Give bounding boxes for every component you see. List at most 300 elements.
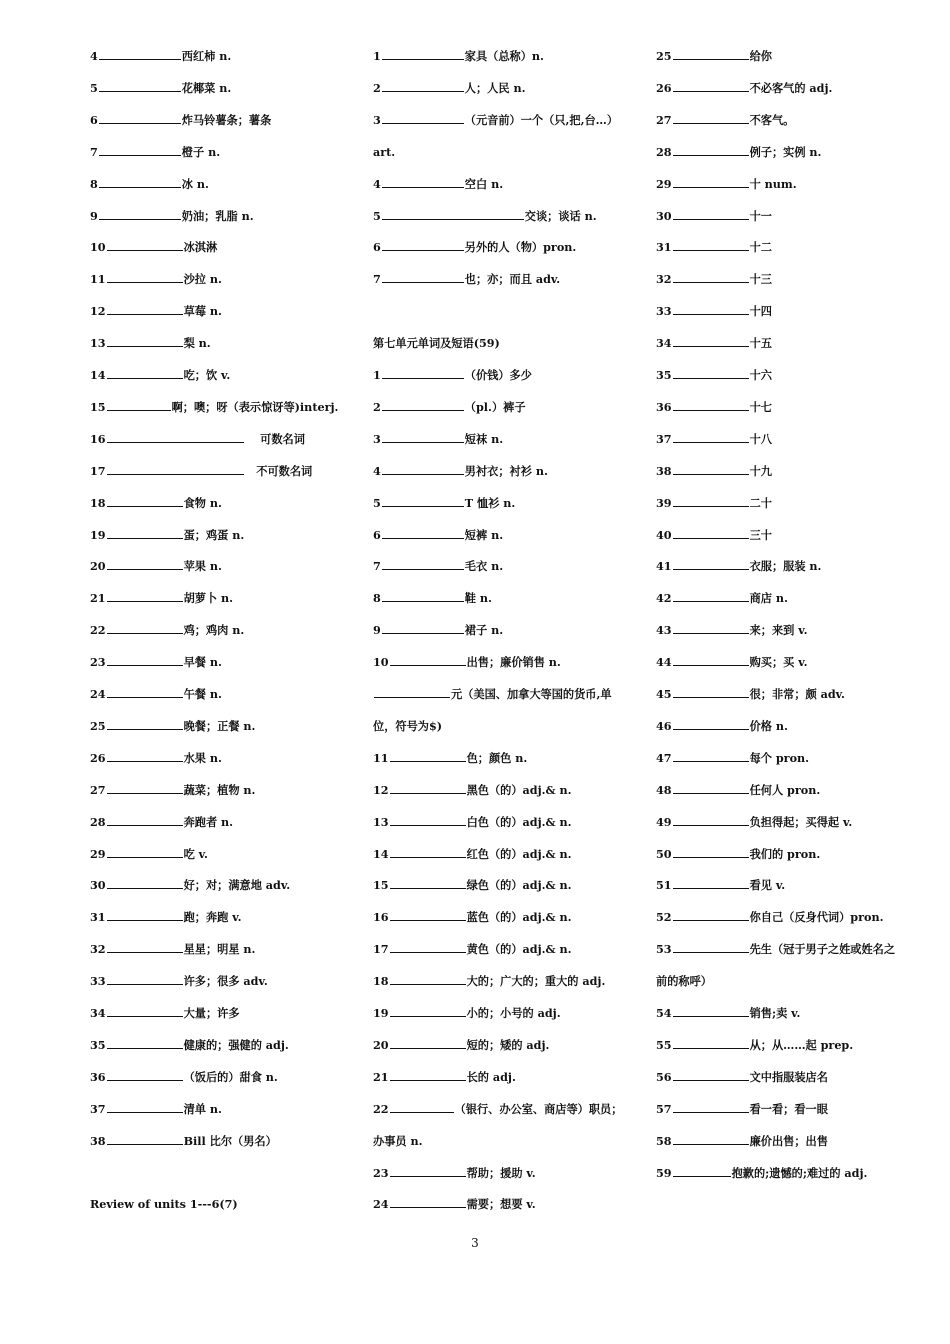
- vocab-entry: [373, 590, 492, 606]
- answer-blank[interactable]: [673, 942, 749, 953]
- answer-blank[interactable]: [390, 1070, 466, 1081]
- answer-blank[interactable]: [107, 974, 183, 985]
- vocab-entry: [373, 48, 544, 64]
- entry-text: 位，符号为$): [373, 718, 443, 733]
- entry-text: 第七单元单词及短语(59): [373, 336, 500, 351]
- entry-text: 文中指服装店名: [749, 1069, 828, 1084]
- answer-blank[interactable]: [382, 49, 464, 60]
- entry-number: 37: [656, 431, 672, 446]
- answer-blank[interactable]: [107, 400, 171, 411]
- entry-text: 晚餐；正餐 n.: [183, 718, 256, 733]
- entry-text: 十六: [749, 368, 772, 382]
- entry-number: 45: [656, 687, 672, 701]
- entry-text: Bill 比尔（男名）: [183, 1133, 277, 1148]
- answer-blank[interactable]: [673, 1070, 749, 1081]
- answer-blank[interactable]: [99, 209, 181, 220]
- entry-number: 4: [373, 463, 381, 478]
- entry-text: 炸马铃薯条；薯条: [181, 112, 272, 127]
- answer-blank[interactable]: [107, 910, 183, 921]
- answer-blank[interactable]: [382, 81, 464, 92]
- answer-blank[interactable]: [99, 177, 181, 188]
- entry-number: 28: [90, 814, 106, 829]
- answer-blank[interactable]: [107, 1102, 183, 1113]
- answer-blank[interactable]: [107, 528, 183, 539]
- entry-text: 给你: [749, 49, 772, 63]
- answer-blank[interactable]: [673, 623, 749, 634]
- entry-number: 10: [373, 655, 389, 670]
- answer-blank[interactable]: [99, 81, 181, 92]
- page-number: 3: [471, 1236, 479, 1250]
- answer-blank[interactable]: [673, 209, 749, 220]
- vocab-entry: [373, 622, 503, 638]
- answer-blank[interactable]: [382, 528, 464, 539]
- entry-number: 23: [90, 655, 106, 670]
- answer-blank[interactable]: [390, 1102, 454, 1113]
- entry-text: 午餐 n.: [183, 687, 222, 701]
- entry-text: 二十: [749, 495, 772, 510]
- entry-number: 35: [656, 368, 672, 382]
- answer-blank[interactable]: [107, 559, 183, 570]
- entry-text: 空白 n.: [464, 176, 504, 191]
- answer-blank[interactable]: [107, 1006, 183, 1017]
- answer-blank[interactable]: [673, 464, 749, 475]
- answer-blank[interactable]: [390, 1166, 466, 1177]
- vocab-entry: [90, 941, 255, 957]
- vocab-entry: [656, 782, 820, 798]
- answer-blank[interactable]: [673, 910, 749, 921]
- answer-blank[interactable]: [390, 1038, 466, 1049]
- entry-text: 奔跑者 n.: [183, 814, 234, 829]
- answer-blank[interactable]: [382, 113, 464, 124]
- answer-blank[interactable]: [390, 878, 466, 889]
- vocab-entry: [656, 750, 809, 766]
- answer-blank[interactable]: [107, 783, 183, 794]
- vocab-entry: [373, 909, 572, 925]
- vocab-entry: [656, 80, 832, 96]
- answer-blank[interactable]: [673, 1006, 749, 1017]
- answer-blank[interactable]: [390, 751, 466, 762]
- vocab-entry: [373, 750, 527, 766]
- entry-text: 短袜 n.: [464, 431, 504, 446]
- entry-text: 长的 adj.: [466, 1069, 516, 1084]
- entry-text: 例子；实例 n.: [749, 144, 822, 159]
- entry-number: 24: [90, 687, 106, 701]
- vocab-entry: [656, 431, 772, 447]
- entry-number: 38: [656, 463, 672, 478]
- answer-blank[interactable]: [673, 304, 749, 315]
- entry-number: 49: [656, 814, 672, 829]
- entry-text: 购买；买 v.: [749, 655, 808, 670]
- entry-number: 42: [656, 591, 672, 606]
- entry-number: 30: [656, 208, 672, 223]
- answer-blank[interactable]: [673, 1134, 749, 1145]
- entry-number: 50: [656, 846, 672, 861]
- vocab-entry: [90, 558, 222, 574]
- entry-text: 奶油；乳脂 n.: [181, 208, 254, 223]
- vocab-entry: [90, 80, 231, 96]
- answer-blank[interactable]: [390, 1006, 466, 1017]
- entry-text: 吃；饮 v.: [183, 368, 231, 382]
- entry-text: 沙拉 n.: [183, 272, 222, 287]
- answer-blank[interactable]: [673, 655, 749, 666]
- entry-number: 34: [656, 336, 672, 351]
- entry-text: 你自己（反身代词）pron.: [749, 910, 884, 925]
- entry-number: 4: [373, 176, 381, 191]
- entry-number: 6: [373, 240, 381, 255]
- answer-blank[interactable]: [390, 942, 466, 953]
- entry-number: 32: [656, 272, 672, 287]
- vocab-entry: [90, 112, 271, 128]
- answer-blank[interactable]: [390, 910, 466, 921]
- entry-text: 毛衣 n.: [464, 559, 504, 574]
- answer-blank[interactable]: [673, 559, 749, 570]
- vocab-entry: [656, 1069, 828, 1085]
- entry-text: 十七: [749, 399, 772, 414]
- answer-blank[interactable]: [374, 687, 450, 698]
- answer-blank[interactable]: [673, 751, 749, 762]
- entry-text: 人；人民 n.: [464, 80, 526, 95]
- entry-number: 4: [90, 49, 98, 63]
- answer-blank[interactable]: [673, 368, 749, 379]
- vocab-entry: [656, 590, 788, 606]
- vocab-entry: [373, 654, 561, 670]
- entry-number: 5: [373, 208, 381, 223]
- vocab-entry: [373, 846, 572, 862]
- entry-number: 32: [90, 942, 106, 957]
- answer-blank[interactable]: [673, 272, 749, 283]
- entry-text: 需要；想要 v.: [466, 1197, 536, 1212]
- entry-text: 元（美国、加拿大等国的货币,单: [451, 687, 612, 701]
- entry-text: 星星；明星 n.: [183, 942, 256, 957]
- answer-blank[interactable]: [390, 815, 466, 826]
- vocab-entry: [656, 846, 820, 862]
- answer-blank[interactable]: [99, 113, 181, 124]
- answer-blank[interactable]: [673, 878, 749, 889]
- entry-number: 24: [373, 1197, 389, 1212]
- answer-blank[interactable]: [107, 687, 183, 698]
- entry-text: 水果 n.: [183, 750, 222, 765]
- answer-blank[interactable]: [673, 432, 749, 443]
- vocab-entry: [373, 1037, 549, 1053]
- entry-number: 26: [90, 750, 106, 765]
- entry-number: 7: [90, 144, 98, 159]
- entry-number: 7: [373, 272, 381, 287]
- entry-text: 许多；很多 adv.: [183, 974, 268, 989]
- vocab-entry: [373, 782, 572, 798]
- entry-text: 早餐 n.: [183, 655, 222, 670]
- entry-number: 52: [656, 910, 672, 925]
- entry-text: 不可数名词: [244, 463, 313, 478]
- answer-blank[interactable]: [673, 336, 749, 347]
- answer-blank[interactable]: [673, 719, 749, 730]
- answer-blank[interactable]: [382, 177, 464, 188]
- entry-text: 吃 v.: [183, 846, 208, 861]
- answer-blank[interactable]: [382, 591, 464, 602]
- answer-blank[interactable]: [673, 113, 749, 124]
- entry-text: 前的称呼）: [656, 974, 712, 989]
- vocab-entry: [656, 367, 772, 383]
- entry-number: 35: [90, 1037, 106, 1052]
- vocab-entry: [656, 527, 772, 543]
- answer-blank[interactable]: [107, 623, 183, 634]
- entry-number: 5: [90, 80, 98, 95]
- entry-number: 36: [90, 1069, 106, 1084]
- answer-blank[interactable]: [673, 783, 749, 794]
- entry-number: 19: [90, 527, 106, 542]
- answer-blank[interactable]: [107, 1070, 183, 1081]
- entry-text: 先生（冠于男子之姓或姓名之: [749, 942, 896, 957]
- entry-number: 11: [90, 272, 106, 287]
- entry-number: 12: [90, 304, 106, 319]
- entry-text: 十三: [749, 272, 772, 287]
- answer-blank[interactable]: [107, 878, 183, 889]
- vocab-entry: [373, 558, 503, 574]
- entry-text: 食物 n.: [183, 495, 222, 510]
- vocab-entry: [90, 335, 211, 351]
- vocab-entry: [656, 303, 772, 319]
- entry-number: 20: [373, 1037, 389, 1052]
- entry-text: 家具（总称）n.: [464, 49, 544, 63]
- answer-blank[interactable]: [673, 49, 749, 60]
- answer-blank[interactable]: [107, 1038, 183, 1049]
- answer-blank[interactable]: [107, 815, 183, 826]
- answer-blank[interactable]: [673, 81, 749, 92]
- answer-blank[interactable]: [382, 209, 524, 220]
- entry-text: 好；对；满意地 adv.: [183, 878, 291, 893]
- vocab-entry: [90, 814, 233, 830]
- entry-text: 从；从……起 prep.: [749, 1037, 854, 1052]
- answer-blank[interactable]: [107, 240, 183, 251]
- entry-number: 3: [373, 431, 381, 446]
- answer-blank[interactable]: [107, 304, 183, 315]
- answer-blank[interactable]: [673, 1166, 731, 1177]
- entry-text: 衣服；服装 n.: [749, 559, 822, 574]
- vocab-entry: [656, 176, 797, 192]
- answer-blank[interactable]: [107, 1134, 183, 1145]
- entry-number: 19: [373, 1006, 389, 1020]
- answer-blank[interactable]: [390, 1197, 466, 1208]
- vocab-entry: [90, 654, 222, 670]
- vocab-entry: [90, 144, 220, 160]
- answer-blank[interactable]: [107, 751, 183, 762]
- entry-text: 男衬衣；衬衫 n.: [464, 463, 548, 478]
- answer-blank[interactable]: [107, 847, 183, 858]
- answer-blank[interactable]: [99, 145, 181, 156]
- entry-number: 17: [373, 942, 389, 957]
- vocab-entry: [373, 112, 618, 128]
- vocab-entry: [656, 1101, 828, 1117]
- entry-number: 15: [90, 399, 106, 414]
- answer-blank[interactable]: [107, 368, 183, 379]
- vocab-entry: [656, 144, 821, 160]
- answer-blank[interactable]: [107, 942, 183, 953]
- entry-number: 13: [90, 336, 106, 351]
- vocab-entry: [90, 271, 222, 287]
- answer-blank[interactable]: [673, 591, 749, 602]
- answer-blank[interactable]: [673, 528, 749, 539]
- entry-number: 53: [656, 942, 672, 957]
- entry-number: 31: [90, 910, 106, 925]
- entry-text: 我们的 pron.: [749, 846, 821, 861]
- vocab-entry: [656, 814, 852, 830]
- entry-text: 小的；小号的 adj.: [466, 1006, 561, 1020]
- vocab-entry: [90, 399, 338, 415]
- entry-text: 看见 v.: [749, 878, 786, 893]
- vocab-entry: [373, 973, 605, 989]
- answer-blank[interactable]: [107, 272, 183, 283]
- vocab-entry: [656, 973, 712, 989]
- vocab-entry: [656, 1165, 867, 1181]
- vocab-entry: [656, 112, 794, 128]
- vocab-entry: [656, 1037, 853, 1053]
- answer-blank[interactable]: [673, 1038, 749, 1049]
- answer-blank[interactable]: [107, 655, 183, 666]
- entry-text: 健康的；强健的 adj.: [183, 1037, 289, 1052]
- answer-blank[interactable]: [107, 591, 183, 602]
- vocab-entry: [656, 941, 895, 957]
- vocab-entry: [656, 686, 845, 702]
- entry-text: 每个 pron.: [749, 750, 810, 765]
- answer-blank[interactable]: [107, 719, 183, 730]
- vocab-entry: [373, 144, 395, 160]
- entry-text: 西红柿 n.: [181, 49, 232, 63]
- vocab-entry: [373, 1196, 536, 1212]
- vocab-entry: [90, 303, 222, 319]
- entry-number: 8: [90, 176, 98, 191]
- vocab-entry: [90, 48, 231, 64]
- vocab-entry: [373, 1069, 516, 1085]
- entry-number: 55: [656, 1037, 672, 1052]
- entry-number: 1: [373, 49, 381, 63]
- entry-text: 胡萝卜 n.: [183, 591, 234, 606]
- entry-number: 16: [373, 910, 389, 925]
- entry-number: 31: [656, 240, 672, 255]
- answer-blank[interactable]: [99, 49, 181, 60]
- vocab-entry: [656, 495, 772, 511]
- entry-number: 39: [656, 495, 672, 510]
- answer-blank[interactable]: [382, 272, 464, 283]
- vocab-entry: [90, 1133, 277, 1149]
- entry-number: 38: [90, 1133, 106, 1148]
- answer-blank[interactable]: [382, 432, 464, 443]
- entry-text: 不客气。: [749, 112, 795, 127]
- vocab-entry: [90, 239, 217, 255]
- entry-text: （饭后的）甜食 n.: [183, 1069, 278, 1084]
- entry-text: 十五: [749, 336, 772, 351]
- entry-number: 2: [373, 80, 381, 95]
- vocab-entry: [656, 877, 785, 893]
- vocab-entry: [90, 1037, 289, 1053]
- entry-text: 大的；广大的；重大的 adj.: [466, 974, 606, 989]
- entry-text: 裙子 n.: [464, 623, 504, 638]
- answer-blank[interactable]: [382, 240, 464, 251]
- answer-blank[interactable]: [382, 496, 464, 507]
- answer-blank[interactable]: [673, 687, 749, 698]
- entry-number: 30: [90, 878, 106, 893]
- vocab-entry: [373, 1005, 561, 1021]
- answer-blank[interactable]: [382, 559, 464, 570]
- entry-text: 绿色（的）adj.& n.: [466, 878, 572, 893]
- answer-blank[interactable]: [107, 496, 183, 507]
- entry-text: 蛋；鸡蛋 n.: [183, 527, 245, 542]
- entry-text: T 恤衫 n.: [464, 495, 516, 510]
- entry-number: 22: [90, 623, 106, 638]
- entry-number: 58: [656, 1133, 672, 1148]
- entry-text: 看一看；看一眼: [749, 1101, 828, 1116]
- entry-text: 鞋 n.: [464, 591, 492, 606]
- answer-blank[interactable]: [390, 783, 466, 794]
- entry-text: 任何人 pron.: [749, 782, 821, 797]
- entry-number: 1: [373, 368, 381, 382]
- answer-blank[interactable]: [673, 815, 749, 826]
- entry-text: 橙子 n.: [181, 144, 221, 159]
- vocab-entry: [90, 973, 268, 989]
- entry-number: 27: [656, 112, 672, 127]
- vocab-entry: [373, 271, 560, 287]
- answer-blank[interactable]: [107, 464, 244, 475]
- entry-text: （pl.）裤子: [464, 399, 526, 414]
- vocab-entry: [373, 176, 503, 192]
- vocab-entry: [373, 941, 572, 957]
- entry-text: 红色（的）adj.& n.: [466, 846, 572, 861]
- answer-blank[interactable]: [673, 240, 749, 251]
- answer-blank[interactable]: [390, 847, 466, 858]
- vocab-entry: [90, 622, 244, 638]
- answer-blank[interactable]: [390, 655, 466, 666]
- entry-text: 蔬菜；植物 n.: [183, 782, 256, 797]
- entry-number: 29: [90, 846, 106, 861]
- answer-blank[interactable]: [382, 368, 464, 379]
- entry-text: 出售；廉价销售 n.: [466, 655, 561, 670]
- answer-blank[interactable]: [673, 400, 749, 411]
- vocab-entry: [656, 654, 808, 670]
- vocab-entry: [373, 718, 442, 734]
- entry-number: 20: [90, 559, 106, 574]
- entry-number: 25: [90, 718, 106, 733]
- answer-blank[interactable]: [673, 847, 749, 858]
- entry-text: 苹果 n.: [183, 559, 222, 574]
- answer-blank[interactable]: [382, 400, 464, 411]
- vocab-entry: [90, 686, 222, 702]
- entry-text: 冰淇淋: [183, 240, 218, 255]
- vocab-entry: [90, 527, 244, 543]
- answer-blank[interactable]: [673, 145, 749, 156]
- vocab-entry: [656, 718, 788, 734]
- entry-text: 冰 n.: [181, 176, 209, 191]
- entry-number: 47: [656, 750, 672, 765]
- entry-number: 44: [656, 655, 672, 670]
- answer-blank[interactable]: [390, 974, 466, 985]
- answer-blank[interactable]: [673, 177, 749, 188]
- vocab-entry: [373, 80, 525, 96]
- vocab-entry: [373, 335, 500, 351]
- answer-blank[interactable]: [673, 496, 749, 507]
- entry-number: 43: [656, 623, 672, 638]
- entry-text: （银行、办公室、商店等）职员；: [454, 1101, 623, 1116]
- answer-blank[interactable]: [382, 623, 464, 634]
- answer-blank[interactable]: [382, 464, 464, 475]
- entry-number: 9: [90, 208, 98, 223]
- entry-text: 十二: [749, 240, 772, 255]
- entry-text: 可数名词: [244, 431, 305, 446]
- entry-text: 帮助；援助 v.: [466, 1165, 536, 1180]
- answer-blank[interactable]: [107, 432, 244, 443]
- answer-blank[interactable]: [107, 336, 183, 347]
- entry-number: 46: [656, 718, 672, 733]
- entry-number: 29: [656, 176, 672, 191]
- entry-number: 37: [90, 1101, 106, 1116]
- answer-blank[interactable]: [673, 1102, 749, 1113]
